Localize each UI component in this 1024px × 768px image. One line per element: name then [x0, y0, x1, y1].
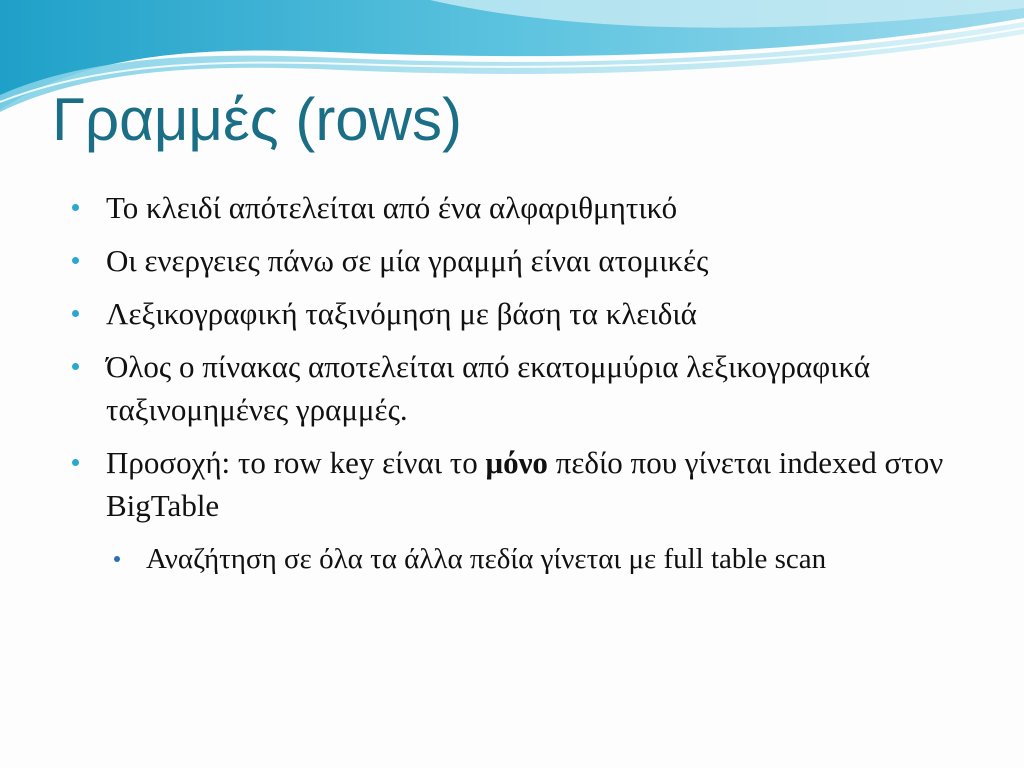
bullet-text: Λεξικογραφική ταξινόμηση με βάση τα κλειδιά: [106, 296, 697, 331]
bullet-text: Όλος ο πίνακας αποτελείται από εκατομμύρια λεξικογραφικά ταξινομημένες γραμμές.: [106, 349, 871, 427]
bullet-dot-icon: [72, 204, 79, 211]
bullet-text-before: Προσοχή: το row key είναι το: [106, 445, 486, 480]
bullet-text-emphasis: μόνο: [485, 445, 548, 480]
bullet-dot-icon: [72, 257, 79, 264]
bullet-item: [72, 292, 972, 335]
sub-bullet-item: [114, 539, 972, 580]
bullet-list: [72, 186, 972, 580]
bullet-text: Το κλειδί απότελείται από ένα αλφαριθμητικό: [106, 190, 678, 225]
slide-title: Γραμμές (rows): [52, 86, 462, 153]
sub-bullet-dot-icon: [114, 556, 120, 562]
bullet-text-after: πεδίο που γίνεται indexed στον BigTable: [106, 445, 944, 523]
bullet-item: [72, 186, 972, 229]
bullet-dot-icon: [72, 310, 79, 317]
bullet-dot-icon: [72, 363, 79, 370]
bullet-dot-icon: [72, 459, 79, 466]
bullet-item: [72, 441, 972, 527]
bullet-item: [72, 239, 972, 282]
bullet-item: [72, 345, 972, 431]
sub-bullet-text: Αναζήτηση σε όλα τα άλλα πεδία γίνεται με full table scan: [146, 543, 827, 575]
bullet-text: Οι ενεργειες πάνω σε μία γραμμή είναι ατομικές: [106, 243, 709, 278]
